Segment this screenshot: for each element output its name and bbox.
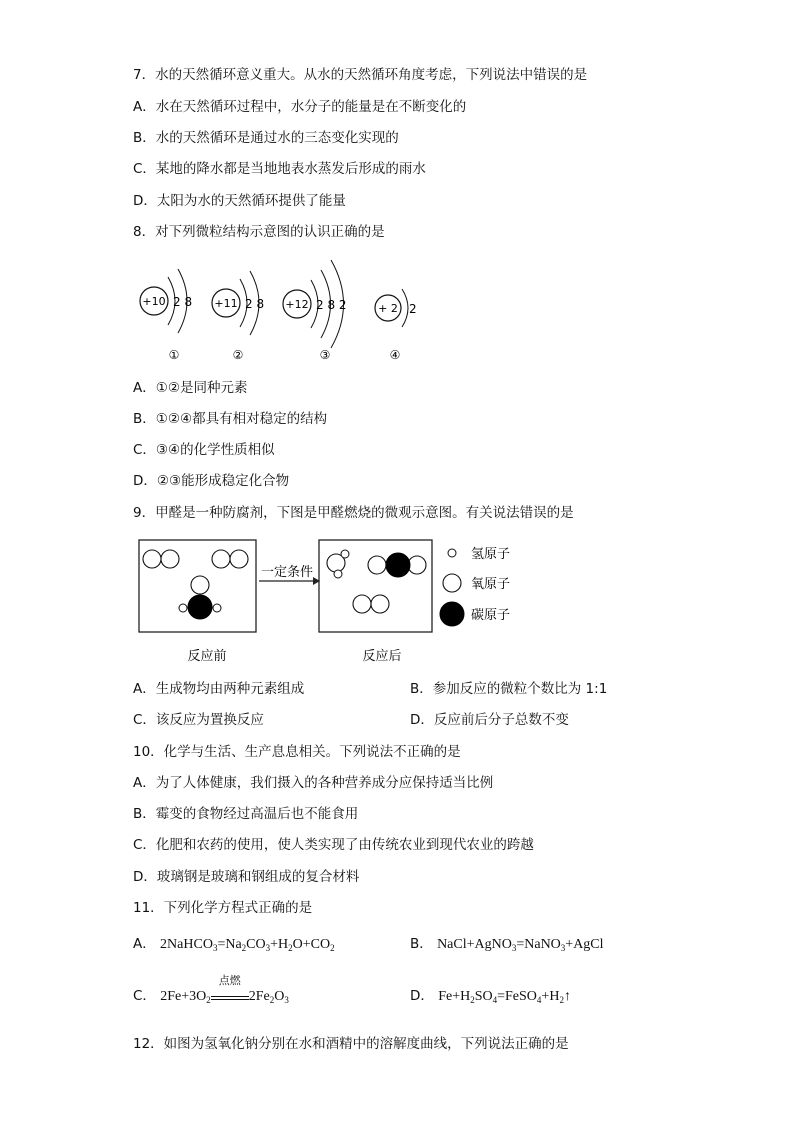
particle-3-label: ③ [319,348,331,362]
particle-1-label: ① [168,348,180,362]
q8-stem: 8．对下列微粒结构示意图的认识正确的是 [133,224,385,240]
q11-stem: 11．下列化学方程式正确的是 [133,900,313,916]
particle-2-nucleus: +11 [214,297,238,310]
q9-option-b: B．参加反应的微粒个数比为 1:1 [410,681,608,697]
q11-equation-d: $Fe+H_2SO_4=FeSO_4+H_2↑$ [438,989,571,1005]
q8-option-a: A．①②是同种元素 [133,380,248,396]
q11-label-c: C． [133,988,156,1004]
q11-equation-b: NaCl+AgNO$_3$=NaNO$_3$+AgCl [437,937,604,953]
particle-1-nucleus: +10 [142,295,166,308]
q10-stem: 10．化学与生活、生产息息相关。下列说法不正确的是 [133,744,461,760]
before-label: 反应前 [187,649,227,664]
q8-option-b: B．①②④都具有相对稳定的结构 [133,411,328,427]
q10-option-a: A．为了人体健康，我们摄入的各种营养成分应保持适当比例 [133,775,494,791]
q10-option-c: C．化肥和农药的使用，使人类实现了由传统农业到现代农业的跨越 [133,837,534,853]
q11-label-d: D． [410,988,434,1004]
q11-option-c [133,974,289,1006]
q7-option-c: C．某地的降水都是当地地表水蒸发后形成的雨水 [133,161,426,177]
q11-label-a: A． [133,936,156,952]
q11-equation-c: $2Fe+3O_2$ 点燃 $2Fe_2O_3$ [160,974,289,1005]
arrow-condition-label: 一定条件 [260,565,314,580]
particle-4-nucleus: + 2 [378,302,398,315]
q11-label-b: B． [410,936,433,952]
q11-option-a [133,935,335,954]
particle-4-label: ④ [389,348,401,362]
particle-3 [283,260,347,362]
q11-condition [211,974,249,1000]
particle-4 [375,289,417,362]
q9-option-d: D．反应前后分子总数不变 [410,712,569,728]
legend [440,547,510,626]
q11-equation-a: $2NaHCO_3=Na_2CO_3+H_2O+CO_2$ [160,937,335,953]
q7-option-a: A．水在天然循环过程中，水分子的能量是在不断变化的 [133,99,467,115]
q7-stem: 7．水的天然循环意义重大。从水的天然循环角度考虑，下列说法中错误的是 [133,67,588,83]
reaction-micro-diagram [130,535,530,675]
q8-option-c: C．③④的化学性质相似 [133,442,275,458]
q10-option-d: D．玻璃钢是玻璃和钢组成的复合材料 [133,869,360,885]
q7-option-d: D．太阳为水的天然循环提供了能量 [133,193,346,209]
legend-carbon: 碳原子 [471,608,511,623]
legend-oxygen: 氧原子 [471,577,511,592]
particle-structure-diagram [130,255,440,365]
particle-2-electrons: 2 8 [245,297,265,311]
particle-2-label: ② [232,348,244,362]
particle-1 [140,269,192,362]
legend-hydrogen: 氢原子 [471,547,511,562]
q7-option-b: B．水的天然循环是通过水的三态变化实现的 [133,130,399,146]
particle-3-electrons: 2 8 2 [316,298,347,312]
after-label: 反应后 [362,649,402,664]
q8-option-d: D．②③能形成稳定化合物 [133,473,290,489]
particle-2 [212,271,264,362]
particle-4-electrons: 2 [409,302,417,316]
particle-1-electrons: 2 8 [173,295,193,309]
q11-option-d [410,987,571,1006]
particle-3-nucleus: +12 [285,298,309,311]
q9-option-a: A．生成物均由两种元素组成 [133,681,305,697]
q11-condition-text: 点燃 [218,974,241,987]
q9-stem: 9．甲醛是一种防腐剂，下图是甲醛燃烧的微观示意图。有关说法错误的是 [133,505,574,521]
q9-option-c: C．该反应为置换反应 [133,712,264,728]
q10-option-b: B．霉变的食物经过高温后也不能食用 [133,806,359,822]
q11-option-b [410,935,604,954]
q12-stem: 12．如图为氢氧化钠分别在水和酒精中的溶解度曲线，下列说法正确的是 [133,1036,569,1052]
